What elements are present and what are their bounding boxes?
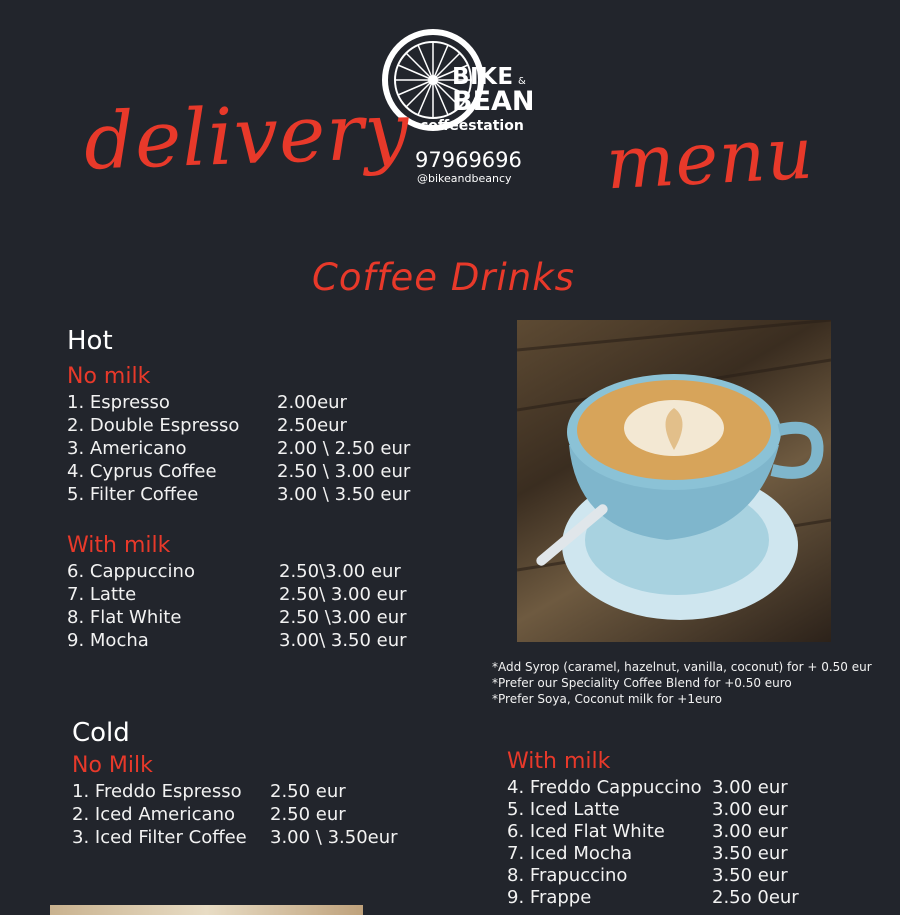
menu-item-name: 5. Iced Latte bbox=[507, 799, 620, 820]
menu-item-name: 8. Flat White bbox=[67, 607, 182, 628]
menu-item-price: 2.50\ 3.00 eur bbox=[279, 584, 407, 605]
menu-item bbox=[72, 781, 452, 804]
note-syrup: *Add Syrop (caramel, hazelnut, vanilla, coconut) for + 0.50 eur bbox=[492, 660, 872, 674]
menu-item-price: 2.50 \ 3.00 eur bbox=[277, 461, 411, 482]
menu-item-name: 2. Iced Americano bbox=[72, 804, 235, 825]
cold-with-milk-heading: With milk bbox=[507, 749, 611, 774]
menu-item-name: 1. Freddo Espresso bbox=[72, 781, 242, 802]
menu-item-price: 2.50 \3.00 eur bbox=[279, 607, 407, 628]
section-title: Coffee Drinks bbox=[312, 256, 575, 299]
brand-name-line1: BIKE bbox=[452, 64, 514, 90]
menu-item-name: 6. Iced Flat White bbox=[507, 821, 665, 842]
menu-item-price: 2.50\3.00 eur bbox=[279, 561, 401, 582]
menu-item bbox=[67, 461, 447, 484]
menu-item bbox=[507, 843, 897, 865]
menu-item-price: 2.50 eur bbox=[270, 804, 346, 825]
hot-heading: Hot bbox=[67, 326, 113, 356]
menu-item bbox=[67, 415, 447, 438]
hot-with-milk-heading: With milk bbox=[67, 533, 171, 558]
cold-no-milk-heading: No Milk bbox=[72, 753, 153, 778]
menu-item bbox=[67, 392, 447, 415]
menu-item-name: 7. Latte bbox=[67, 584, 137, 605]
menu-item-name: 4. Cyprus Coffee bbox=[67, 461, 217, 482]
menu-item-price: 3.00 \ 3.50eur bbox=[270, 827, 398, 848]
menu-item-name: 1. Espresso bbox=[67, 392, 170, 413]
note-milk: *Prefer Soya, Coconut milk for +1euro bbox=[492, 692, 722, 706]
menu-item-name: 2. Double Espresso bbox=[67, 415, 240, 436]
menu-item-price: 2.00 \ 2.50 eur bbox=[277, 438, 411, 459]
menu-item-price: 3.00 eur bbox=[712, 777, 788, 798]
menu-item bbox=[67, 584, 447, 607]
menu-item-price: 3.50 eur bbox=[712, 843, 788, 864]
menu-item-price: 2.5o 0eur bbox=[712, 887, 799, 908]
coffee-photo bbox=[517, 320, 831, 642]
menu-item bbox=[507, 777, 897, 799]
menu-item bbox=[67, 561, 447, 584]
menu-item-price: 2.00eur bbox=[277, 392, 347, 413]
menu-item bbox=[507, 821, 897, 843]
hot-no-milk-heading: No milk bbox=[67, 364, 151, 389]
title-menu: menu bbox=[603, 110, 816, 206]
menu-item-name: 9. Frappe bbox=[507, 887, 592, 908]
menu-item-name: 4. Freddo Cappuccino bbox=[507, 777, 702, 798]
social-handle: @bikeandbeancy bbox=[417, 172, 512, 185]
menu-item-name: 9. Mocha bbox=[67, 630, 149, 651]
menu-item-name: 3. Americano bbox=[67, 438, 187, 459]
brand-name-line2: BEAN bbox=[452, 86, 535, 117]
menu-item-name: 5. Filter Coffee bbox=[67, 484, 199, 505]
bottom-photo-edge bbox=[50, 905, 363, 915]
note-blend: *Prefer our Speciality Coffee Blend for +0.50 euro bbox=[492, 676, 792, 690]
menu-item-price: 3.00 \ 3.50 eur bbox=[277, 484, 411, 505]
notes bbox=[492, 659, 872, 707]
menu-item-price: 3.00\ 3.50 eur bbox=[279, 630, 407, 651]
menu-item bbox=[507, 887, 897, 909]
cold-heading: Cold bbox=[72, 718, 130, 748]
brand-ampersand: & bbox=[518, 76, 526, 87]
menu-item-name: 7. Iced Mocha bbox=[507, 843, 633, 864]
menu-item-price: 3.00 eur bbox=[712, 821, 788, 842]
menu-item bbox=[72, 804, 452, 827]
menu-item-name: 3. Iced Filter Coffee bbox=[72, 827, 247, 848]
title-delivery: delivery bbox=[82, 86, 412, 188]
brand-subtitle: coffeestation bbox=[420, 118, 524, 134]
menu-item bbox=[72, 827, 452, 850]
menu-item bbox=[67, 630, 447, 653]
menu-item-price: 2.50 eur bbox=[270, 781, 346, 802]
menu-item bbox=[67, 607, 447, 630]
menu-item-name: 6. Cappuccino bbox=[67, 561, 195, 582]
menu-item-name: 8. Frapuccino bbox=[507, 865, 628, 886]
menu-item bbox=[507, 865, 897, 887]
menu-item-price: 3.50 eur bbox=[712, 865, 788, 886]
menu-item-price: 2.50eur bbox=[277, 415, 347, 436]
phone-number: 97969696 bbox=[415, 148, 522, 172]
menu-item bbox=[67, 484, 447, 507]
menu-item bbox=[67, 438, 447, 461]
menu-item bbox=[507, 799, 897, 821]
menu-item-price: 3.00 eur bbox=[712, 799, 788, 820]
